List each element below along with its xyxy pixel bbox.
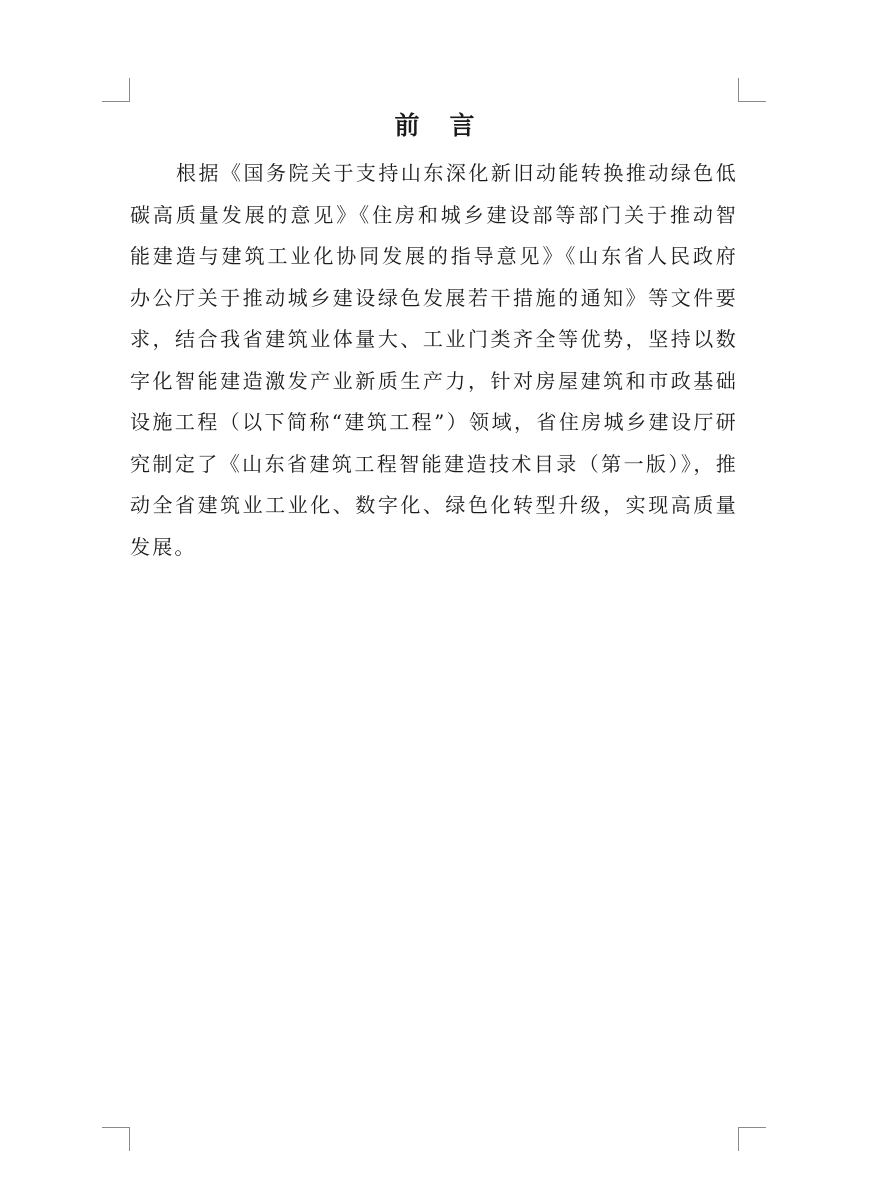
body-paragraph: 根据《国务院关于支持山东深化新旧动能转换推动绿色低碳高质量发展的意见》《住房和城乡建设部等部门关于推动智能建造与建筑工业化协同发展的指导意见》《山东省人民政府办公厅关于推动城乡建设绿色发展若干措施的通知》等文件要求，结合我省建筑业体量大、工业门类齐全等优势，坚持以数字化智能建造激发产业新质生产力，针对房屋建筑和市政基础设施工程（以下简称“建筑工程”）领域，省住房城乡建设厅研究制定了《山东省建筑工程智能建造技术目录（第一版）》，推动全省建筑业工业化、数字化、绿色化转型升级，实现高质量发展。: [130, 161, 738, 559]
crop-mark-top-right: [738, 78, 766, 102]
crop-mark-bottom-left: [102, 1127, 130, 1151]
crop-mark-bottom-right: [738, 1127, 766, 1151]
crop-mark-top-left: [102, 78, 130, 102]
document-title: 前言: [394, 111, 505, 140]
